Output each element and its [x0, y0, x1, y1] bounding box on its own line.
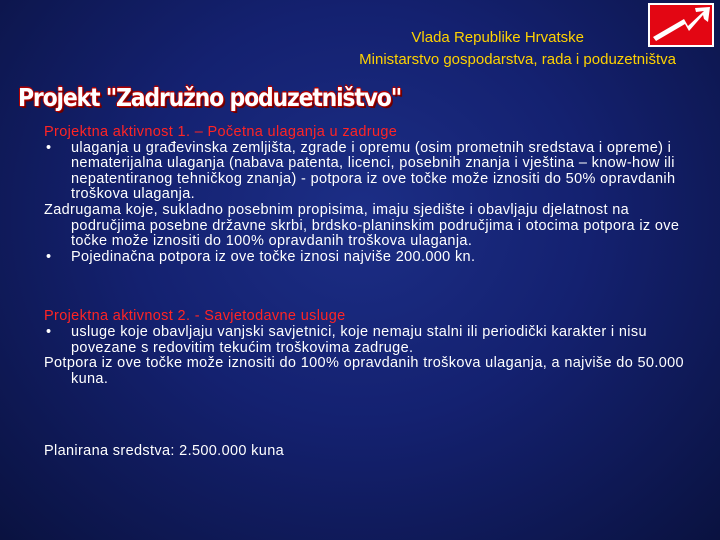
spacer	[44, 265, 704, 309]
activity-2-paragraph: Potpora iz ove točke može iznositi do 100% opravdanih troškova ulaganja, a najviše do 50.000 kuna.	[44, 355, 684, 387]
activity-1-bullet-2	[44, 250, 704, 266]
bullet-icon: •	[46, 248, 52, 265]
ministry-header	[359, 27, 676, 71]
activity-1-bullet-1	[44, 141, 704, 203]
ministry-name: Ministarstvo gospodarstva, rada i poduzetništva	[359, 51, 676, 68]
spacer	[44, 387, 704, 444]
bullet-text: ulaganja u građevinska zemljišta, zgrade i opremu (osim prometnih sredstava i opreme) i nematerijalna ulaganja (nabava patenta, licenci, posebnih znanja i vještina – know-how ili nepatentiranog tehničkog znanja) - potpora iz ove točke može iznositi do 50% opravdanih troškova ulaganja.	[71, 139, 676, 203]
bullet-icon: •	[46, 139, 52, 156]
activity-1-heading: Projektna aktivnost 1. – Početna ulaganja u zadruge	[44, 124, 398, 140]
activity-2-bullet-1	[44, 325, 704, 356]
activity-1-paragraph: Zadrugama koje, sukladno posebnim propisima, imaju sjedište i obavljaju djelatnost na područjima posebne državne skrbi, brdsko-planinskim područjima i otocima potpora iz ove točke može iznositi do 100% opravdanih troškova ulaganja.	[44, 201, 680, 250]
bullet-icon: •	[46, 323, 52, 340]
activity-2-heading: Projektna aktivnost 2. - Savjetodavne usluge	[44, 308, 346, 325]
bullet-text: Pojedinačna potpora iz ove točke iznosi najviše 200.000 kn.	[71, 248, 476, 265]
planned-funds: Planirana sredstva: 2.500.000 kuna	[44, 443, 285, 460]
government-name: Vlada Republike Hrvatske	[411, 29, 584, 46]
slide-content	[44, 125, 704, 460]
bullet-text: usluge koje obavljaju vanjski savjetnici, koje nemaju stalni ili periodički karakter i nisu povezane s redovitim tekućim troškovima zadruge.	[71, 323, 647, 356]
project-title: Projekt "Zadružno poduzetništvo"	[18, 84, 401, 113]
